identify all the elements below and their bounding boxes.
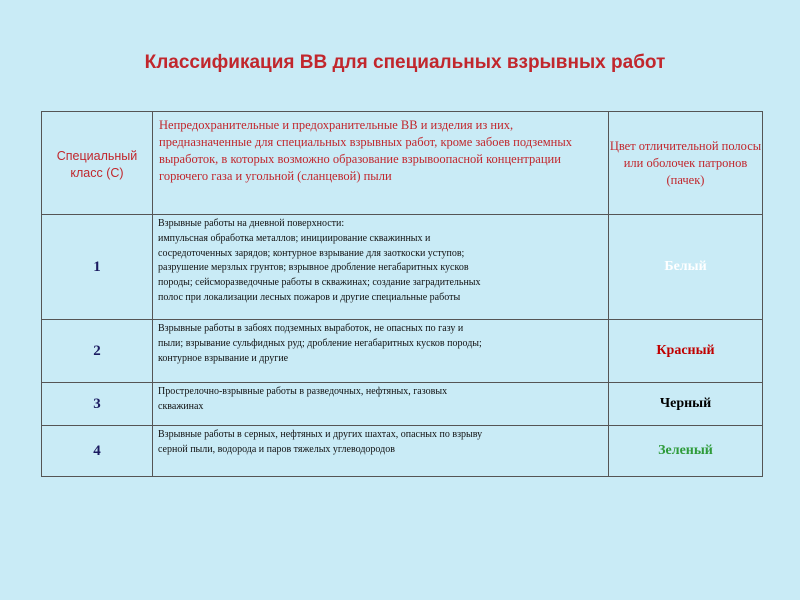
color-name: Красный [609, 320, 763, 383]
class-number: 2 [42, 320, 153, 383]
table-row [42, 320, 763, 383]
class-number: 4 [42, 426, 153, 477]
header-description-text: Непредохранительные и предохранительные ВВ и изделия из них, предназначенные для специальных взрывных работ, кроме забоев подземных выработок, в которых возможно образование взрывоопасной концентрации горючего газа и угольной (сланцевой) пыли [159, 118, 573, 183]
color-name: Черный [609, 383, 763, 426]
header-color: Цвет отличительной полосы или оболочек патронов (пачек) [609, 112, 763, 215]
table-row [42, 215, 763, 320]
class-number: 3 [42, 383, 153, 426]
table-row [42, 426, 763, 477]
header-description [153, 112, 609, 215]
color-name: Зеленый [609, 426, 763, 477]
class-description: Взрывные работы в забоях подземных выработок, не опасных по газу и пыли; взрывание сульфидных руд; дробление негабаритных кусков породы; контурное взрывание и другие [153, 320, 609, 383]
slide-title: Классификация ВВ для специальных взрывных работ [144, 52, 666, 73]
class-description: Прострелочно-взрывные работы в разведочных, нефтяных, газовых скважинах [153, 383, 609, 426]
color-name: Белый [609, 215, 763, 320]
table-row [42, 383, 763, 426]
class-description: Взрывные работы в серных, нефтяных и других шахтах, опасных по взрыву серной пыли, водорода и паров тяжелых углеводородов [153, 426, 609, 477]
classification-table [41, 111, 763, 477]
table-header-row [42, 112, 763, 215]
class-number: 1 [42, 215, 153, 320]
class-description: Взрывные работы на дневной поверхности: импульсная обработка металлов; инициирование скважинных и сосредоточенных зарядов; контурное взрывание для заоткоски уступов; разрушение мерзлых грунтов; взрывное дробление негабаритных кусков породы; сейсморазведочные работы в скважинах; создание заградительных полос при локализации лесных пожаров и другие специальные работы [153, 215, 609, 320]
header-special-class: Специальный класс (С) [42, 112, 153, 215]
